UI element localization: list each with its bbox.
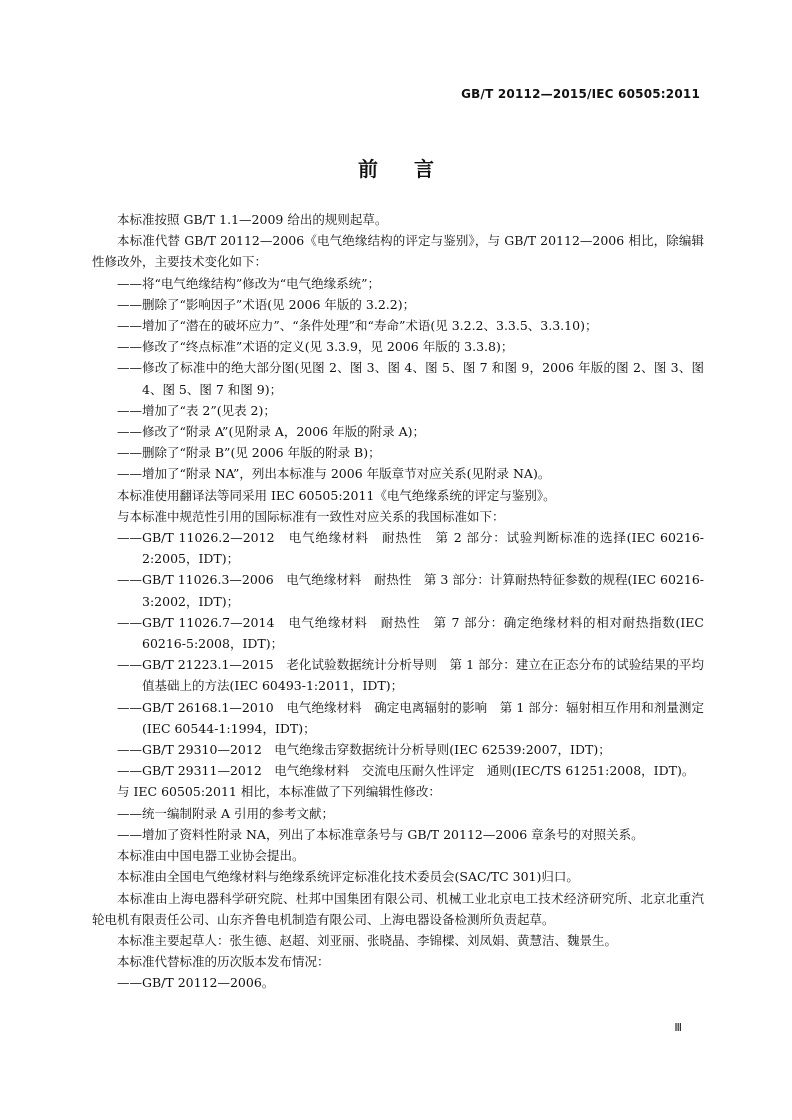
paragraph: 本标准由上海电器科学研究院、杜邦中国集团有限公司、机械工业北京电工技术经济研究所、北京北重汽轮电机有限责任公司、山东齐鲁电机制造有限公司、上海电器设备检测所负责起草。	[92, 890, 704, 927]
page-title: 前言	[358, 157, 470, 181]
list-item: ——GB/T 11026.7—2014 电气绝缘材料 耐热性 第 7 部分：确定绝缘材料的相对耐热指数(IEC 60216-5:2008，IDT)；	[117, 614, 704, 652]
paragraph: 本标准由全国电气绝缘材料与绝缘系统评定标准化技术委员会(SAC/TC 301)归口。	[117, 869, 579, 885]
list-item: ——GB/T 20112—2006。	[117, 975, 275, 991]
list-item: ——增加了“潜在的破坏应力”、“条件处理”和“寿命”术语(见 3.2.2、3.3.5、3.3.10)；	[117, 318, 598, 334]
list-item: ——增加了“表 2”(见表 2)；	[117, 402, 276, 418]
list-item: ——GB/T 29310—2012 电气绝缘击穿数据统计分析导则(IEC 62539:2007，IDT)；	[117, 742, 611, 758]
paragraph: 本标准代替标准的历次版本发布情况：	[117, 954, 330, 970]
list-item: ——删除了“附录 B”(见 2006 年版的附录 B)；	[117, 445, 381, 461]
standard-number-header: GB/T 20112—2015/IEC 60505:2011	[461, 87, 700, 101]
list-item: ——GB/T 11026.2—2012 电气绝缘材料 耐热性 第 2 部分：试验判断标准的选择(IEC 60216-2:2005，IDT)；	[117, 530, 704, 567]
page-number: Ⅲ	[674, 1021, 682, 1034]
list-item: ——GB/T 29311—2012 电气绝缘材料 交流电压耐久性评定 通则(IEC/TS 61251:2008，IDT)。	[117, 763, 695, 779]
paragraph: 本标准使用翻译法等同采用 IEC 60505:2011《电气绝缘系统的评定与鉴别》。	[117, 487, 556, 503]
paragraph: 本标准主要起草人：张生德、赵超、刘亚丽、张晓晶、李锦樑、刘凤娟、黄慧洁、魏景生。	[117, 932, 618, 948]
list-item: ——修改了“附录 A”(见附录 A，2006 年版的附录 A)；	[117, 424, 425, 440]
paragraph: 本标准代替 GB/T 20112—2006《电气绝缘结构的评定与鉴别》，与 GB/T 20112—2006 相比，除编辑性修改外，主要技术变化如下：	[92, 233, 704, 270]
list-item: ——GB/T 11026.3—2006 电气绝缘材料 耐热性 第 3 部分：计算耐热特征参数的规程(IEC 60216-3:2002，IDT)；	[117, 572, 704, 609]
list-item: ——GB/T 26168.1—2010 电气绝缘材料 确定电离辐射的影响 第 1 部分：辐射相互作用和剂量测定(IEC 60544-1:1994，IDT)；	[117, 699, 704, 736]
paragraph: 与 IEC 60505:2011 相比，本标准做了下列编辑性修改：	[117, 784, 441, 800]
paragraph: 本标准由中国电器工业协会提出。	[117, 848, 305, 864]
paragraph: 本标准按照 GB/T 1.1—2009 给出的规则起草。	[117, 212, 388, 227]
preface-body	[92, 209, 704, 994]
list-item: ——修改了标准中的绝大部分图(见图 2、图 3、图 4、图 5、图 7 和图 9，2006 年版的图 2、图 3、图 4、图 5、图 7 和图 9)；	[117, 360, 704, 397]
paragraph: 与本标准中规范性引用的国际标准有一致性对应关系的我国标准如下：	[117, 508, 505, 524]
list-item: ——GB/T 21223.1—2015 老化试验数据统计分析导则 第 1 部分：建立在正态分布的试验结果的平均值基础上的方法(IEC 60493-1:2011，IDT)；	[117, 657, 704, 694]
list-item: ——统一编制附录 A 引用的参考文献；	[117, 805, 334, 821]
list-item: ——删除了“影响因子”术语(见 2006 年版的 3.2.2)；	[117, 296, 416, 312]
list-item: ——将“电气绝缘结构”修改为“电气绝缘系统”；	[117, 275, 381, 291]
list-item: ——修改了“终点标准”术语的定义(见 3.3.9，见 2006 年版的 3.3.8)；	[117, 339, 514, 355]
list-item: ——增加了“附录 NA”，列出本标准与 2006 年版章节对应关系(见附录 NA)。	[117, 466, 551, 482]
list-item: ——增加了资料性附录 NA，列出了本标准章条号与 GB/T 20112—2006 章条号的对照关系。	[117, 826, 644, 842]
